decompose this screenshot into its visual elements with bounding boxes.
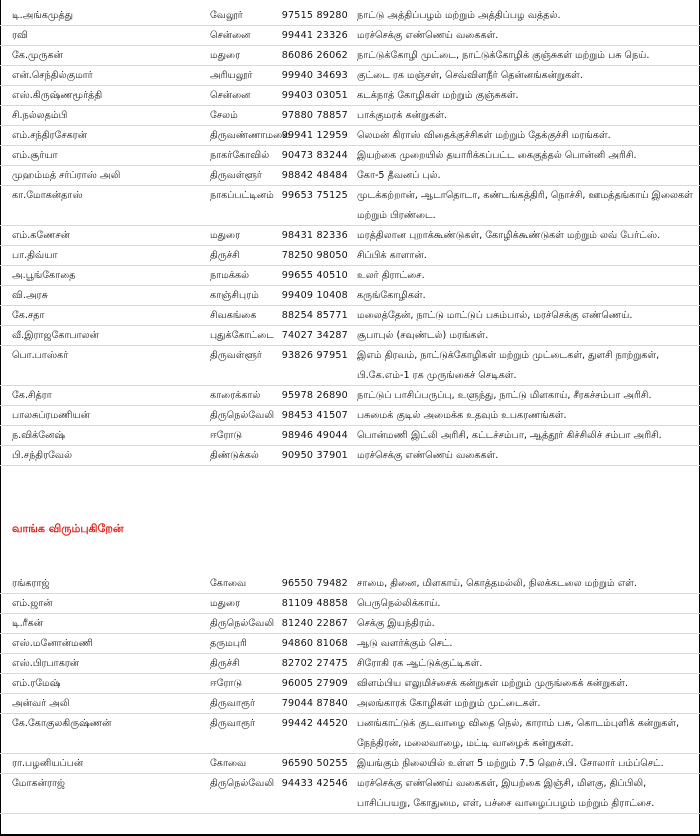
- buyer-name: எஸ்.பிரபாகரன்: [12, 658, 80, 669]
- seller-name: டி.அங்கமுத்து: [12, 10, 74, 21]
- seller-phone: 93826 97951: [281, 350, 348, 361]
- seller-items: இஎம் திரவம், நாட்டுக்கோழிகள் மற்றும் முட்டைகள், துளசி நாற்றுகள், பி.கே.எம்-1 ரக முருங்கைச் செடிகள்.: [357, 350, 660, 381]
- seller-name: என்.செந்தில்குமார்: [12, 70, 93, 81]
- seller-place: சிவகங்கை: [210, 310, 257, 321]
- seller-name: பி.சந்திரவேல்: [12, 450, 73, 461]
- buyer-phone: 99442 44520: [281, 718, 348, 729]
- buyer-items: சாமை, தினை, மிளகாய், கொத்தமல்லி, நிலக்கடலை மற்றும் எள்.: [357, 578, 637, 589]
- buyers-heading: வாங்க விரும்புகிறேன்: [12, 522, 124, 535]
- seller-place: நாமக்கல்: [210, 270, 250, 281]
- seller-place: காஞ்சிபுரம்: [210, 290, 259, 301]
- seller-name: கே.சித்ரா: [12, 390, 52, 401]
- seller-items: கருங்கோழிகள்.: [357, 290, 426, 301]
- table-row: [0, 674, 700, 694]
- seller-place: நாகர்கோவில்: [210, 150, 270, 161]
- seller-items: பொன்மணி இட்லி அரிசி, கட்டச்சம்பா, ஆத்தூர் கிச்சிலிச் சம்பா அரிசி.: [357, 430, 662, 441]
- table-row: [0, 186, 700, 226]
- table-row: [0, 714, 700, 754]
- buyer-phone: 96590 50255: [281, 758, 348, 769]
- table-row: [0, 694, 700, 714]
- buyer-name: அன்வர் அலி: [12, 698, 70, 709]
- seller-items: கடக்நாத் கோழிகள் மற்றும் குஞ்சுகள்.: [357, 90, 519, 101]
- seller-name: முஹம்மத் சர்ப்ராஸ் அலி: [12, 170, 121, 181]
- table-row: [0, 286, 700, 306]
- table-row: [0, 6, 700, 26]
- seller-name: சி.நல்லதம்பி: [12, 110, 68, 121]
- seller-items: பாக்குமரக் கன்றுகள்.: [357, 110, 447, 121]
- buyer-items: மரச்செக்கு எண்ணெய் வகைகள், இயற்கை இஞ்சி, மிளகு, திப்பிலி, பாசிப்பயறு, கோதுமை, எள், பச்சை வாழைப்பழம் மற்றும் திராட்சை.: [357, 778, 655, 809]
- seller-phone: 99653 75125: [281, 190, 348, 201]
- buyer-place: கோவை: [210, 758, 247, 769]
- buyer-phone: 79044 87840: [281, 698, 348, 709]
- seller-phone: 99441 23326: [281, 30, 348, 41]
- seller-items: பசுமைக் குடில் அமைக்க உதவும் உபகரணங்கள்.: [357, 410, 567, 421]
- table-row: [0, 246, 700, 266]
- buyer-place: மதுரை: [210, 598, 241, 609]
- seller-items: மரச்செக்கு எண்ணெய் வகைகள்.: [357, 450, 499, 461]
- seller-place: மதுரை: [210, 230, 241, 241]
- table-row: [0, 226, 700, 246]
- buyer-place: திருநெல்வேலி: [210, 618, 275, 629]
- seller-items: இயற்கை முறையில் தயாரிக்கப்பட்ட கைகுத்தல் பொன்னி அரிசி.: [357, 150, 637, 161]
- table-row: [0, 446, 700, 466]
- table-row: [0, 86, 700, 106]
- seller-phone: 99655 40510: [281, 270, 348, 281]
- seller-phone: 98453 41507: [281, 410, 348, 421]
- seller-name: கே.சதா: [12, 310, 45, 321]
- buyer-place: திருச்சி: [210, 658, 240, 669]
- seller-phone: 97515 89280: [281, 10, 348, 21]
- seller-place: திருநெல்வேலி: [210, 410, 275, 421]
- seller-phone: 88254 85771: [281, 310, 348, 321]
- table-row: [0, 406, 700, 426]
- buyer-items: பெருநெல்லிக்காய்.: [357, 598, 441, 609]
- seller-name: ரவி: [12, 30, 28, 41]
- buyer-phone: 81240 22867: [281, 618, 348, 629]
- seller-place: சென்னை: [210, 30, 251, 41]
- seller-place: நாகப்பட்டினம்: [210, 190, 274, 201]
- seller-phone: 90950 37901: [281, 450, 348, 461]
- table-row: [0, 306, 700, 326]
- buyer-phone: 94433 42546: [281, 778, 348, 789]
- seller-place: காரைக்கால்: [210, 390, 261, 401]
- buyer-items: ஆடு வளர்க்கும் செட்.: [357, 638, 453, 649]
- seller-phone: 86086 26062: [281, 50, 348, 61]
- table-row: [0, 146, 700, 166]
- seller-items: மரத்திலான புறாக்கூண்டுகள், கோழிக்கூண்டுகள் மற்றும் லவ் பேர்ட்ஸ்.: [357, 230, 661, 241]
- table-row: [0, 46, 700, 66]
- buyer-name: கே.கோகுலகிருஷ்ணன்: [12, 718, 112, 729]
- seller-place: வேலூர்: [210, 10, 243, 21]
- seller-place: சேலம்: [210, 110, 238, 121]
- table-row: [0, 26, 700, 46]
- seller-phone: 78250 98050: [281, 250, 348, 261]
- table-row: [0, 634, 700, 654]
- seller-name: எம்.சந்திரசேகரன்: [12, 130, 88, 141]
- table-row: [0, 166, 700, 186]
- seller-phone: 97880 78857: [281, 110, 348, 121]
- seller-place: திருவள்ளூர்: [210, 350, 262, 361]
- seller-place: திருச்சி: [210, 250, 240, 261]
- seller-name: எம்.சூர்யா: [12, 150, 58, 161]
- seller-place: சென்னை: [210, 90, 251, 101]
- buyer-place: ஈரோடு: [210, 678, 243, 689]
- table-row: [0, 594, 700, 614]
- seller-items: நாட்டுக்கோழி முட்டை, நாட்டுக்கோழிக் குஞ்சுகள் மற்றும் பசு நெய்.: [357, 50, 650, 61]
- table-row: [0, 754, 700, 774]
- table-row: [0, 266, 700, 286]
- seller-name: எம்.கணேசன்: [12, 230, 71, 241]
- seller-name: வீ.இராஜகோபாலன்: [12, 330, 99, 341]
- seller-place: திண்டுக்கல்: [210, 450, 259, 461]
- table-row: [0, 346, 700, 386]
- buyer-items: இயங்கும் நிலையில் உள்ள 5 மற்றும் 7.5 ஹெச்.பி. சோலார் பம்ப்செட்.: [357, 758, 664, 769]
- seller-name: பாலசுப்ரமணியன்: [12, 410, 90, 421]
- buyer-place: திருநெல்வேலி: [210, 778, 275, 789]
- table-row: [0, 126, 700, 146]
- seller-phone: 95978 26890: [281, 390, 348, 401]
- seller-items: கோ-5 தீவனப் புல்.: [357, 170, 441, 181]
- seller-items: லெமன் கிராஸ் விதைக்குச்சிகள் மற்றும் தேக்குச்சி மரங்கள்.: [357, 130, 611, 141]
- seller-items: மரச்செக்கு எண்ணெய் வகைகள்.: [357, 30, 499, 41]
- table-row: [0, 66, 700, 86]
- buyer-place: தருமபுரி: [210, 638, 247, 649]
- seller-phone: 99941 12959: [281, 130, 348, 141]
- seller-name: வி.அரசு: [12, 290, 48, 301]
- buyer-name: ரா.பழனியப்பன்: [12, 758, 84, 769]
- table-row: [0, 326, 700, 346]
- seller-phone: 98842 48484: [281, 170, 348, 181]
- buyer-items: விளம்பிய எலுமிச்சைக் கன்றுகள் மற்றும் முருங்கைக் கன்றுகள்.: [357, 678, 629, 689]
- table-row: [0, 774, 700, 814]
- buyer-phone: 81109 48858: [281, 598, 348, 609]
- buyer-items: அலங்காரக் கோழிகள் மற்றும் முட்டைகள்.: [357, 698, 541, 709]
- seller-phone: 99403 03051: [281, 90, 348, 101]
- seller-phone: 98431 82336: [281, 230, 348, 241]
- buyer-phone: 82702 27475: [281, 658, 348, 669]
- seller-phone: 74027 34287: [281, 330, 348, 341]
- seller-place: திருவண்ணாமலை: [210, 130, 291, 141]
- sellers-list: [0, 6, 700, 466]
- seller-place: அரியலூர்: [210, 70, 253, 81]
- table-row: [0, 386, 700, 406]
- seller-items: உலர் திராட்சை.: [357, 270, 425, 281]
- seller-items: நாட்டு அத்திப்பழம் மற்றும் அத்திப்பழ வத்தல்.: [357, 10, 561, 21]
- seller-items: முடக்கற்றான், ஆடாதொடா, கண்டங்கத்திரி, நொச்சி, ஊமத்தங்காய் இலைகள் மற்றும் பிரண்டை.: [357, 190, 693, 221]
- seller-name: பொ.பாஸ்கர்: [12, 350, 69, 361]
- seller-place: புதுக்கோட்டை: [210, 330, 274, 341]
- seller-items: சிப்பிக் காளான்.: [357, 250, 427, 261]
- seller-name: கா.மோகன்தாஸ்: [12, 190, 83, 201]
- seller-name: கே.முருகன்: [12, 50, 63, 61]
- seller-name: அ.பூங்கோதை: [12, 270, 76, 281]
- buyer-name: டி.ரீகன்: [12, 618, 44, 629]
- seller-place: திருவள்ளூர்: [210, 170, 262, 181]
- buyer-name: எம்.ஜான்: [12, 598, 53, 609]
- seller-items: குட்டை ரக மஞ்சள், செவ்விளநீர் தென்னங்கன்றுகள்.: [357, 70, 583, 81]
- seller-place: மதுரை: [210, 50, 241, 61]
- buyer-place: திருவாரூர்: [210, 698, 255, 709]
- seller-items: சூபாபுல் (சவுண்டல்) மரங்கள்.: [357, 330, 489, 341]
- seller-place: ஈரோடு: [210, 430, 243, 441]
- seller-name: ந.விக்னேஷ்: [12, 430, 66, 441]
- buyer-phone: 96005 27909: [281, 678, 348, 689]
- seller-phone: 99409 10408: [281, 290, 348, 301]
- table-row: [0, 426, 700, 446]
- buyer-items: செக்கு இயந்திரம்.: [357, 618, 435, 629]
- seller-phone: 98946 49044: [281, 430, 348, 441]
- buyer-place: கோவை: [210, 578, 247, 589]
- buyer-name: எம்.ரமேஷ்: [12, 678, 61, 689]
- seller-phone: 99940 34693: [281, 70, 348, 81]
- buyer-place: திருவாரூர்: [210, 718, 255, 729]
- table-row: [0, 106, 700, 126]
- buyer-name: எஸ்.மனோன்மணி: [12, 638, 93, 649]
- seller-phone: 90473 83244: [281, 150, 348, 161]
- buyer-phone: 96550 79482: [281, 578, 348, 589]
- seller-items: மலைத்தேன், நாட்டு மாட்டுப் பசும்பால், மரச்செக்கு எண்ணெய்.: [357, 310, 633, 321]
- buyers-list: [0, 574, 700, 814]
- seller-items: நாட்டுப் பாசிப்பருப்பு, உளுந்து, நாட்டு மிளகாய், சீரகச்சம்பா அரிசி.: [357, 390, 652, 401]
- buyer-name: ரங்கராஜ்: [12, 578, 50, 589]
- buyer-items: பனங்காட்டுக் குடவாழை விதை நெல், காராம் பசு, கொடம்புளிக் கன்றுகள், நேந்திரன், மலைவாழை, மட்டி வாழைக் கன்றுகள்.: [357, 718, 680, 749]
- seller-name: பா.திவ்யா: [12, 250, 58, 261]
- seller-name: எஸ்.கிருஷ்ணமூர்த்தி: [12, 90, 103, 101]
- buyer-items: சிரோகி ரக ஆட்டுக்குட்டிகள்.: [357, 658, 483, 669]
- table-row: [0, 574, 700, 594]
- buyer-phone: 94860 81068: [281, 638, 348, 649]
- table-row: [0, 654, 700, 674]
- buyer-name: மோகன்ராஜ்: [12, 778, 65, 789]
- table-row: [0, 614, 700, 634]
